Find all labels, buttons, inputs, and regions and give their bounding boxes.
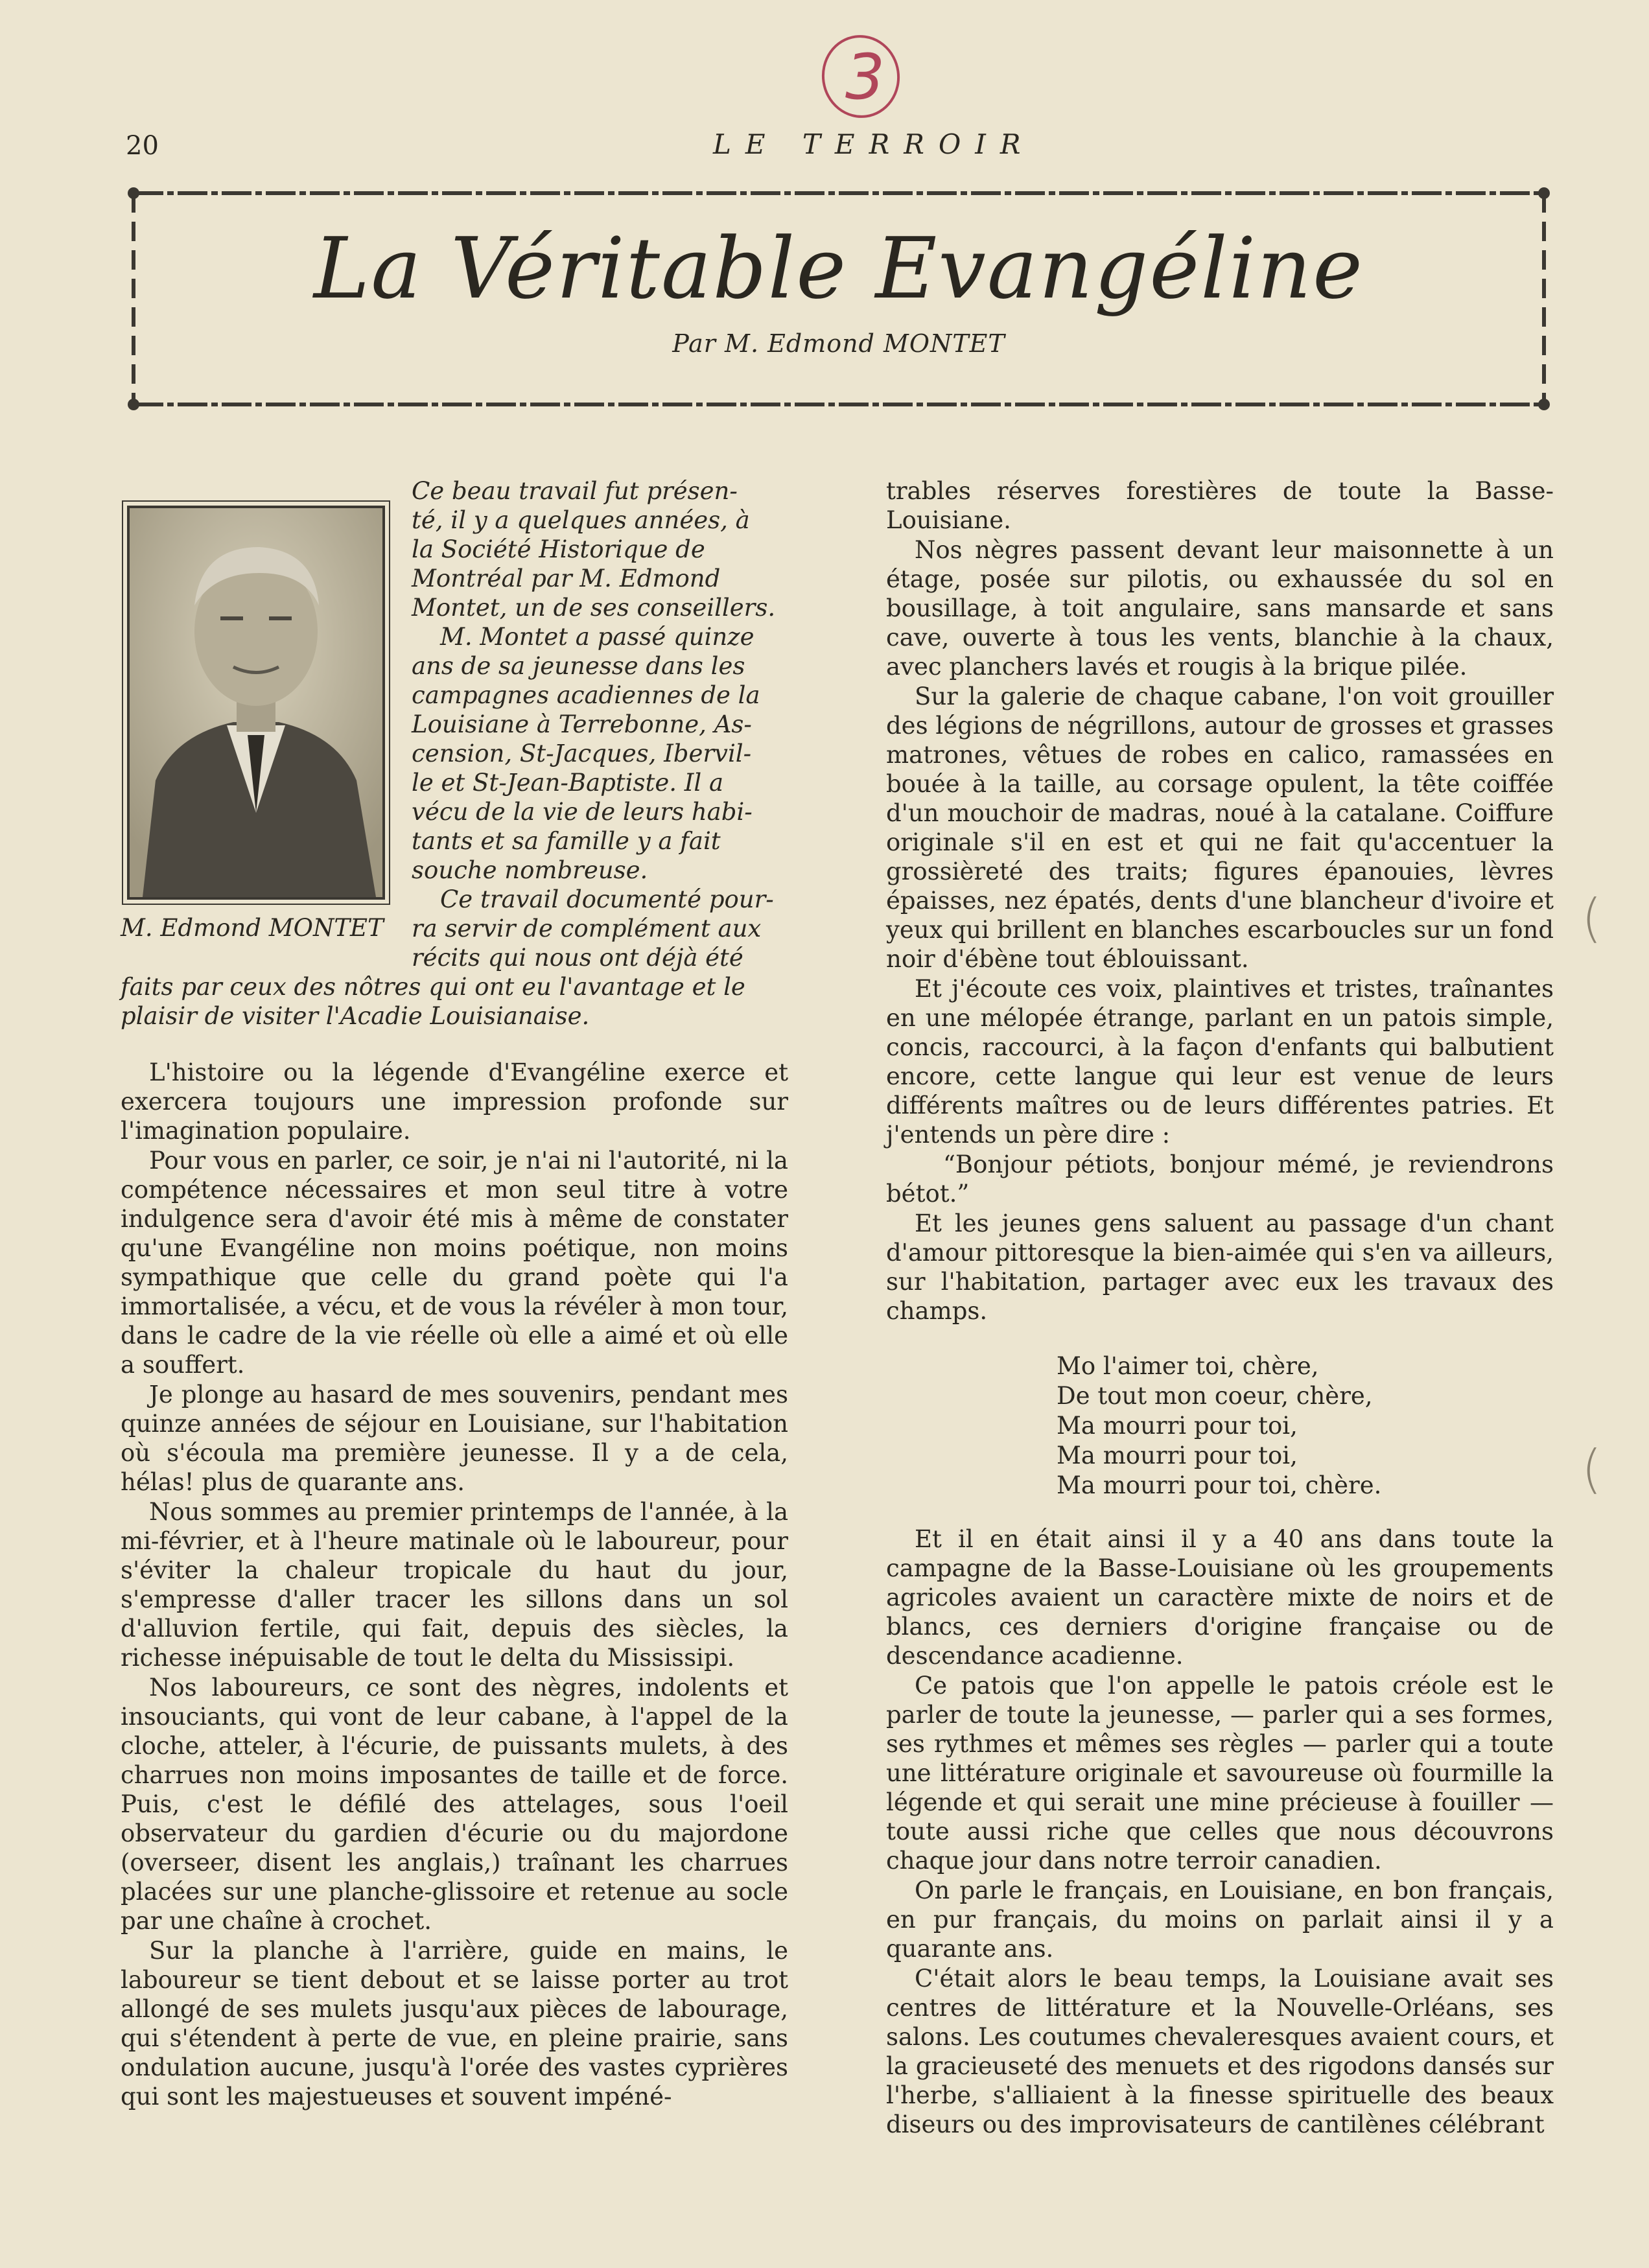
intro-line: cension, St-Jacques, Ibervil-: [412, 740, 752, 767]
song-verse: [1057, 1351, 1445, 1501]
intro-line: M. Montet a passé quinze: [440, 623, 754, 651]
intro-line: vécu de la vie de leurs habi-: [412, 798, 753, 826]
intro-line: Ce travail documenté pour-: [440, 885, 774, 913]
body-paragraph: Nous sommes au premier printemps de l'année, à la mi-février, et à l'heure matinale où le laboureur, pour s'éviter la chaleur tropicale du haut du jour, s'empresse d'aller tracer les sillons dans un sol d'alluvion fertile, qui fait, depuis des siècles, la richesse inépuisable de tout le delta du Mississipi.: [121, 1498, 788, 1672]
body-paragraph: Je plonge au hasard de mes souvenirs, pendant mes quinze années de séjour en Louisiane, sur l'habitation où s'écoula ma première jeunesse. Il y a de cela, hélas! plus de quarante ans.: [121, 1381, 788, 1496]
intro-block-right-of-photo: [412, 476, 788, 972]
intro-line: té, il y a quelques années, à: [412, 506, 750, 534]
verse-line: Ma mourri pour toi,: [1057, 1412, 1298, 1440]
intro-line: ans de sa jeunesse dans les: [412, 652, 745, 680]
verse-line: Ma mourri pour toi, chère.: [1057, 1471, 1382, 1499]
body-paragraph: Et il en était ainsi il y a 40 ans dans toute la campagne de la Basse-Louisiane où les groupements agricoles avaient un caractère mixte de noirs et de blancs, ces derniers d'origine française ou de descendance acadienne.: [886, 1525, 1554, 1670]
body-paragraph: L'histoire ou la légende d'Evangéline exerce et exercera toujours une impression profonde sur l'imagination populaire.: [121, 1058, 788, 1145]
body-paragraph: C'était alors le beau temps, la Louisiane avait ses centres de littérature et la Nouvelle-Orléans, ses salons. Les coutumes chevaleresques avaient cours, et la gracieuseté des menuets et des rigodons dansés sur l'herbe, s'alliaient à la finesse spirituelle des beaux diseurs ou des improvisateurs de cantilènes célébrant: [886, 1965, 1554, 2138]
page-number: 20: [126, 131, 159, 161]
intro-line: Montet, un de ses conseillers.: [412, 594, 776, 622]
intro-line: récits qui nous ont déjà été: [412, 944, 743, 972]
verse-line: De tout mon coeur, chère,: [1057, 1382, 1373, 1410]
body-paragraph: Sur la galerie de chaque cabane, l'on voit grouiller des légions de négrillons, autour de grosses et grasses matrones, vêtues de robes en calico, ramassées en bouée à la taille, au corsage opulent, la tête coiffée d'un mouchoir de madras, noué à la catalane. Coiffure originale s'il en est et qui ne fait qu'accentuer la grossièreté des traits; figures épanouies, lèvres épaisses, nez épatés, dents d'une blancheur d'ivoire et yeux qui brillent en blanches escarboucles sur un fond noir d'ébène tout éblouissant.: [886, 683, 1554, 973]
body-paragraph: Ce patois que l'on appelle le patois créole est le parler de toute la jeunesse, — parler qui a ses formes, ses rythmes et mêmes ses règles — parler qui a toute une littérature originale et savoureuse où fourmille la légende et qui serait une mine précieuse à fouiller — toute aussi riche que celles que nous découvrons chaque jour dans notre terroir canadien.: [886, 1672, 1554, 1875]
right-column-body-bottom: [886, 1525, 1554, 2140]
article-byline: Par M. Edmond MONTET: [672, 329, 1005, 358]
intro-line: la Société Historique de: [412, 535, 705, 563]
author-portrait-photo: [127, 506, 385, 900]
intro-line: souche nombreuse.: [412, 856, 648, 884]
intro-line: Louisiane à Terrebonne, As-: [412, 710, 752, 738]
body-paragraph: Nos laboureurs, ce sont des nègres, indolents et insouciants, qui vont de leur cabane, à l'appel de la cloche, atteler, à l'écurie, de puissants mulets, à des charrues non moins imposantes de taille et de force. Puis, c'est le défilé des attelages, sous l'oeil observateur du gardien d'écurie ou du majordone (overseer, disent les anglais,) traînant les charrues placées sur une planche-glissoire et retenue au socle par une chaîne à crochet.: [121, 1674, 788, 1935]
quoted-speech: “Bonjour pétiots, bonjour mémé, je reviendrons bétot.”: [886, 1151, 1554, 1208]
article-title: La Véritable Evangéline: [313, 219, 1364, 318]
right-column-body-top: [886, 476, 1554, 1326]
body-paragraph: Sur la planche à l'arrière, guide en mains, le laboureur se tient debout et se laisse porter au trot allongé de ses mulets jusqu'aux pièces de labourage, qui s'étendent à perte de vue, en pleine prairie, sans ondulation aucune, jusqu'à l'orée des vastes cyprières qui sont les majestueuses et souvent impéné-: [121, 1937, 788, 2110]
intro-line: faits par ceux des nôtres qui ont eu l'avantage et le: [121, 973, 745, 1001]
handwritten-number-text: 3: [845, 41, 885, 113]
intro-line: Ce beau travail fut présen-: [412, 477, 738, 505]
body-paragraph: Et les jeunes gens saluent au passage d'un chant d'amour pittoresque la bien-aimée qui s'en va ailleurs, sur l'habitation, partager avec eux les travaux des champs.: [886, 1210, 1554, 1325]
verse-line: Ma mourri pour toi,: [1057, 1442, 1298, 1469]
intro-line: campagnes acadiennes de la: [412, 681, 760, 709]
photo-caption: M. Edmond MONTET: [121, 914, 384, 942]
handwritten-number-mark: [817, 26, 907, 130]
intro-line: plaisir de visiter l'Acadie Louisianaise.: [121, 1002, 590, 1030]
body-paragraph: Nos nègres passent devant leur maisonnette à un étage, posée sur pilotis, ou exhaussée du sol en bousillage, à toit angulaire, sans mansarde et sans cave, ouverte à tous les vents, blanchie à la chaux, avec planchers lavés et rougis à la brique pilée.: [886, 536, 1554, 681]
body-paragraph: trables réserves forestières de toute la Basse-Louisiane.: [886, 477, 1554, 534]
intro-line: ra servir de complément aux: [412, 915, 762, 942]
left-column-body: [121, 1058, 788, 2112]
portrait-illustration: [130, 508, 382, 897]
intro-line: le et St-Jean-Baptiste. Il a: [412, 769, 724, 797]
body-paragraph: Et j'écoute ces voix, plaintives et tristes, traînantes en une mélopée étrange, parlant en un patois simple, concis, raccourci, à la façon d'enfants qui balbutient encore, cette langue qui leur est venue de leurs différents maîtres ou de leurs différentes patries. Et j'entends un père dire :: [886, 975, 1554, 1149]
intro-line: Montréal par M. Edmond: [412, 565, 721, 592]
body-paragraph: Pour vous en parler, ce soir, je n'ai ni l'autorité, ni la compétence nécessaires et mon seul titre à votre indulgence sera d'avoir été mis à même de constater qu'une Evangéline non moins poétique, non moins sympathique que celle du grand poète qui l'a immortalisée, a vécu, et de vous la révéler à mon tour, dans le cadre de la vie réelle où elle a aimé et où elle a souffert.: [121, 1147, 788, 1379]
intro-line: tants et sa famille y a fait: [412, 827, 721, 855]
intro-block-full-width: [121, 972, 788, 1031]
binding-mark-lower: (: [1582, 1439, 1602, 1499]
body-paragraph: On parle le français, en Louisiane, en bon français, en pur français, du moins on parlait ainsi il y a quarante ans.: [886, 1876, 1554, 1963]
binding-mark-upper: (: [1582, 888, 1602, 948]
verse-line: Mo l'aimer toi, chère,: [1057, 1352, 1319, 1380]
running-head: LE TERROIR: [713, 128, 1035, 160]
